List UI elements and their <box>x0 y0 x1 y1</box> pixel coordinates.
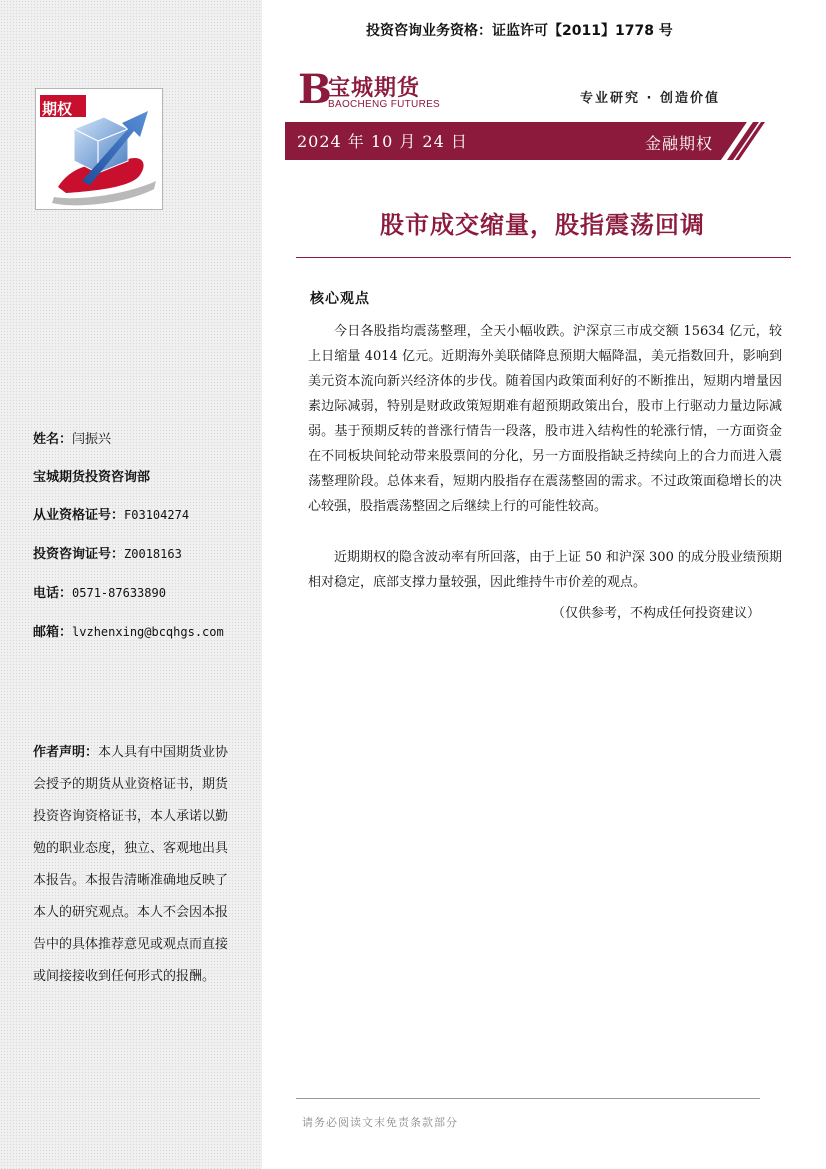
paragraph-2-text: 近期期权的隐含波动率有所回落，由于上证 50 和沪深 300 的成分股业绩预期相对稳定，底部支撑力量较强，因此维持牛市价差的观点。 <box>308 550 782 590</box>
email-value: lvzhenxing@bcqhgs.com <box>72 625 224 639</box>
report-category: 金融期权 <box>645 134 714 153</box>
declaration-label: 作者声明： <box>33 745 99 760</box>
paragraph-1 <box>308 319 782 519</box>
author-declaration <box>33 737 233 993</box>
author-name-value: 闫振兴 <box>72 432 112 447</box>
consult-label: 投资咨询证号： <box>33 547 125 562</box>
consult-certificate <box>33 543 182 562</box>
consult-value: Z0018163 <box>124 547 182 561</box>
department <box>33 466 150 485</box>
report-date: 2024 年 10 月 24 日 <box>297 132 468 151</box>
department-name: 宝城期货投资咨询部 <box>33 470 151 485</box>
phone-label: 电话： <box>33 586 73 601</box>
report-title: 股市成交缩量，股指震荡回调 <box>380 211 705 239</box>
sidebar <box>0 0 262 1169</box>
section-heading: 核心观点 <box>310 291 370 307</box>
options-logo <box>35 88 163 210</box>
author-name-label: 姓名： <box>33 432 73 447</box>
qualification-value: F03104274 <box>124 508 190 522</box>
qualification <box>33 504 189 523</box>
paragraph-2 <box>308 545 782 595</box>
email-label: 邮箱： <box>33 625 73 640</box>
title-divider <box>296 257 791 258</box>
slogan: 专业研究 · 创造价值 <box>580 91 720 106</box>
qualification-label: 从业资格证号： <box>33 508 125 523</box>
declaration-text: 本人具有中国期货业协会授予的期货从业资格证书，期货投资咨询资格证书，本人承诺以勤勉的职业态度，独立、客观地出具本报告。本报告清晰准确地反映了本人的研究观点。本人不会因本报告中的具体推荐意见或观点而直接或间接接收到任何形式的报酬。 <box>33 745 229 984</box>
footer-note: 请务必阅读文末免责条款部分 <box>302 1116 458 1129</box>
brand-name-en: BAOCHENG FUTURES <box>328 99 441 110</box>
license-text: 投资咨询业务资格：证监许可【2011】1778 号 <box>366 23 673 39</box>
author-name <box>33 428 111 447</box>
brand-name-cn: 宝城期货 <box>328 75 421 101</box>
phone-value: 0571-87633890 <box>72 586 166 600</box>
disclaimer: （仅供参考，不构成任何投资建议） <box>552 606 761 621</box>
footer-divider <box>296 1098 760 1099</box>
options-logo-label: 期权 <box>42 100 73 118</box>
paragraph-1-text: 今日各股指均震荡整理，全天小幅收跌。沪深京三市成交额 15634 亿元，较上日缩量 4014 亿元。近期海外美联储降息预期大幅降温，美元指数回升，影响到美元资本流向新兴经济体的步伐。随着国内政策面利好的不断推出，短期内增量因素边际减弱，特别是财政政策短期难有超预期政策出台，股市上行驱动力量边际减弱。基于预期反转的普涨行情告一段落，股市进入结构性的轮涨行情，一方面资金在不同板块间轮动带来股票间的分化，另一方面股指缺乏持续向上的合力而进入震荡整理阶段。总体来看，短期内股指存在震荡整固的需求。不过政策面稳增长的决心较强，股指震荡整固之后继续上行的可能性较高。 <box>308 324 782 514</box>
phone <box>33 582 166 601</box>
brand-mark: B <box>298 66 332 113</box>
email <box>33 621 224 640</box>
